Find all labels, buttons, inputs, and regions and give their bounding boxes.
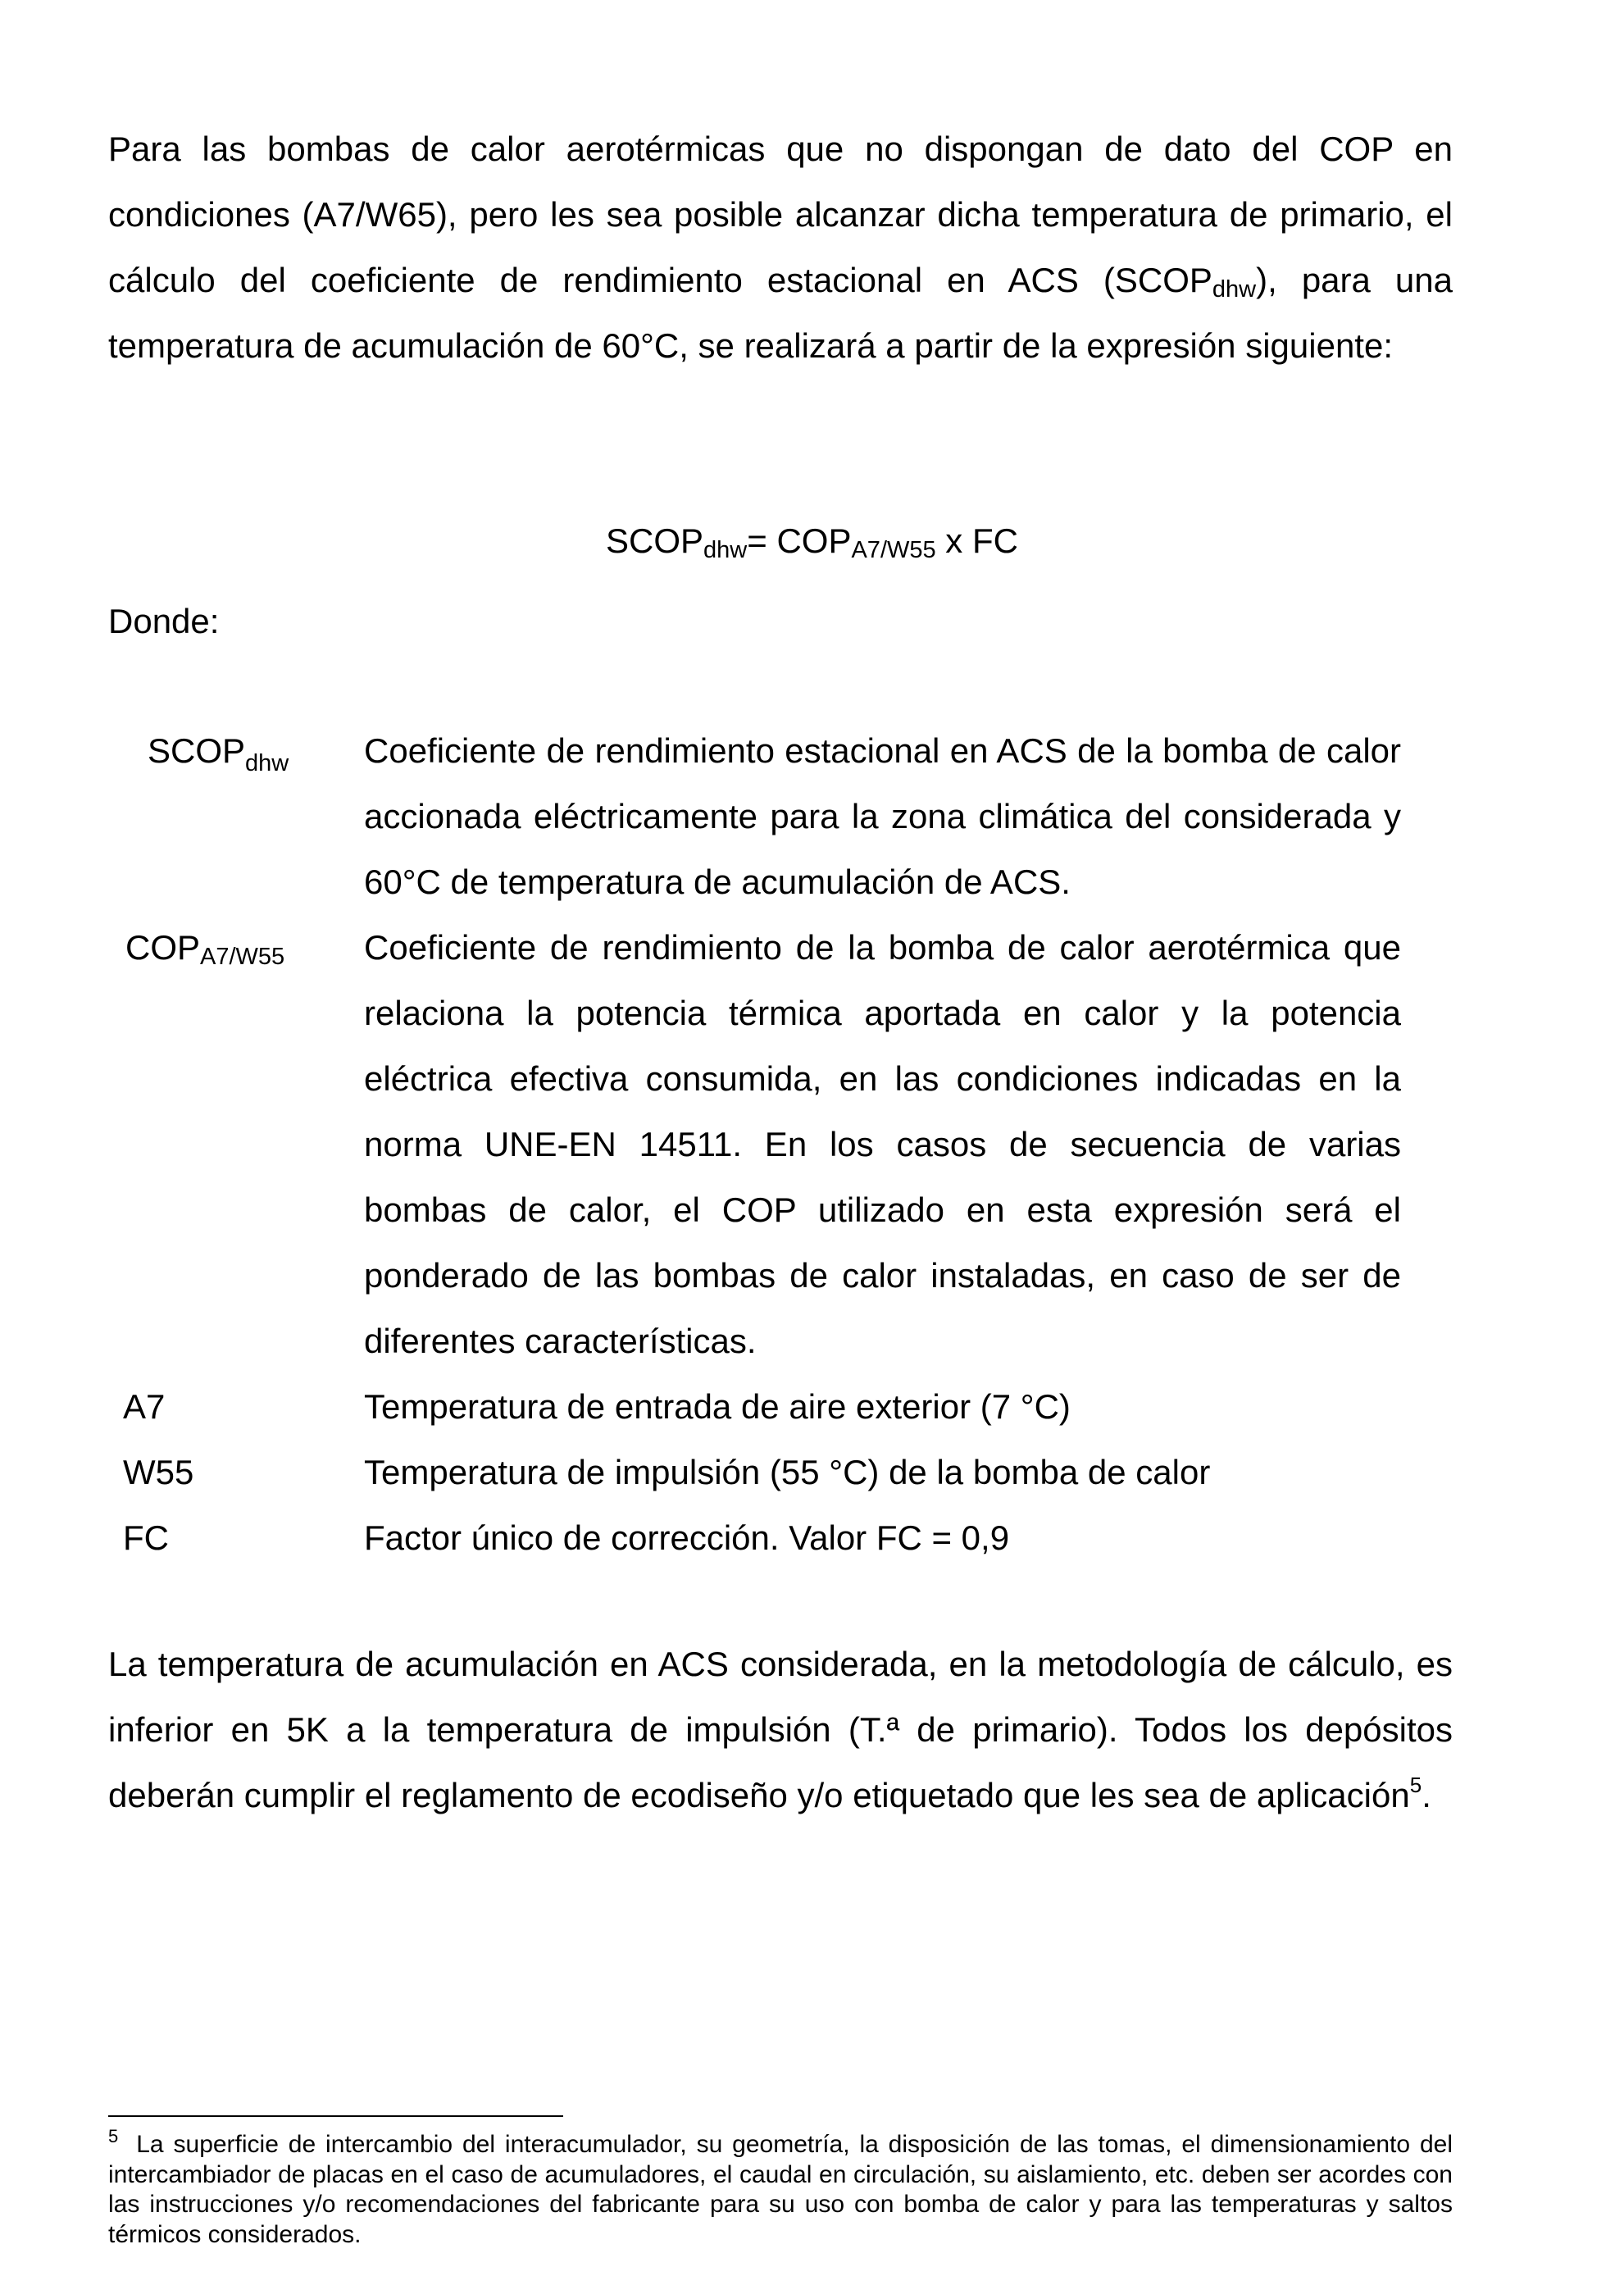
formula-lhs-subscript: dhw xyxy=(703,537,748,563)
footnote-divider xyxy=(108,2115,563,2117)
intro-text-part1: Para las bombas de calor aerotérmicas que no dispongan de dato del COP en condiciones (A7/W65), pero les sea posible alcanzar dicha temperatura de primario, el cálculo del coeficiente de rendimiento estacional en ACS (SCOP xyxy=(108,130,1453,299)
temperature-text-end: . xyxy=(1422,1776,1431,1814)
definition-term: $SCOP_{dhw}$ xyxy=(148,731,289,776)
definition-term: A7 xyxy=(123,1387,166,1426)
footnote xyxy=(108,2126,1453,2250)
definition-term: FC xyxy=(123,1518,169,1557)
intro-paragraph xyxy=(108,116,1453,379)
definition-text: Temperatura de entrada de aire exterior (7 °C) xyxy=(364,1387,1071,1426)
definition-term: $COP_{A7/W55}$ xyxy=(125,928,285,970)
formula-tail: x FC xyxy=(935,521,1018,560)
temperature-paragraph xyxy=(108,1632,1453,1828)
definition-text: Coeficiente de rendimiento estacional en ACS de la bomba de calor accionada eléctricamente para la zona climática del considerada y 60°C de temperatura de acumulación de ACS. xyxy=(364,731,1401,901)
footnote-reference: 5 xyxy=(1409,1773,1422,1797)
definition-scop xyxy=(108,718,1403,915)
definition-text: Temperatura de impulsión (55 °C) de la bomba de calor xyxy=(364,1453,1211,1491)
definition-w55 xyxy=(108,1440,1403,1505)
definition-a7 xyxy=(108,1374,1403,1440)
donde-label: Donde: xyxy=(108,602,220,640)
formula-equals: = COP xyxy=(747,521,852,560)
definition-term: W55 xyxy=(123,1453,194,1491)
intro-text-part2: ), para una temperatura de acumulación de 60°C, se realizará a partir de la expresión siguiente: xyxy=(108,261,1453,365)
formula-lhs: SCOP xyxy=(606,521,704,560)
definition-text: Factor único de corrección. Valor FC = 0,9 xyxy=(364,1518,1010,1557)
scop-subscript: dhw xyxy=(1212,276,1257,303)
definitions-list xyxy=(108,718,1403,1571)
definition-cop xyxy=(108,915,1403,1374)
definition-text: Coeficiente de rendimiento de la bomba de calor aerotérmica que relaciona la potencia térmica aportada en calor y la potencia eléctrica efectiva consumida, en las condiciones indicadas en la norma UNE-EN 14511. En los casos de secuencia de varias bombas de calor, el COP utilizado en esta expresión será el ponderado de las bombas de calor instaladas, en caso de ser de diferentes características. xyxy=(364,928,1401,1360)
temperature-text: La temperatura de acumulación en ACS considerada, en la metodología de cálculo, es inferior en 5K a la temperatura de impulsión (T.ª de primario). Todos los depósitos deberán cumplir el reglamento de ecodiseño y/o etiquetado que les sea de aplicación xyxy=(108,1645,1453,1814)
formula-rhs-subscript: A7/W55 xyxy=(851,537,936,563)
definition-fc xyxy=(108,1505,1403,1571)
footnote-number: 5 xyxy=(108,2126,119,2146)
scop-formula xyxy=(0,508,1624,574)
footnote-text: La superficie de intercambio del interacumulador, su geometría, la disposición de las tomas, el dimensionamiento del intercambiador de placas en el caso de acumuladores, el caudal en circulación, su aislamiento, etc. deben ser acordes con las instrucciones y/o recomendaciones del fabricante para su uso con bomba de calor y para las temperaturas y saltos térmicos considerados. xyxy=(108,2131,1453,2248)
